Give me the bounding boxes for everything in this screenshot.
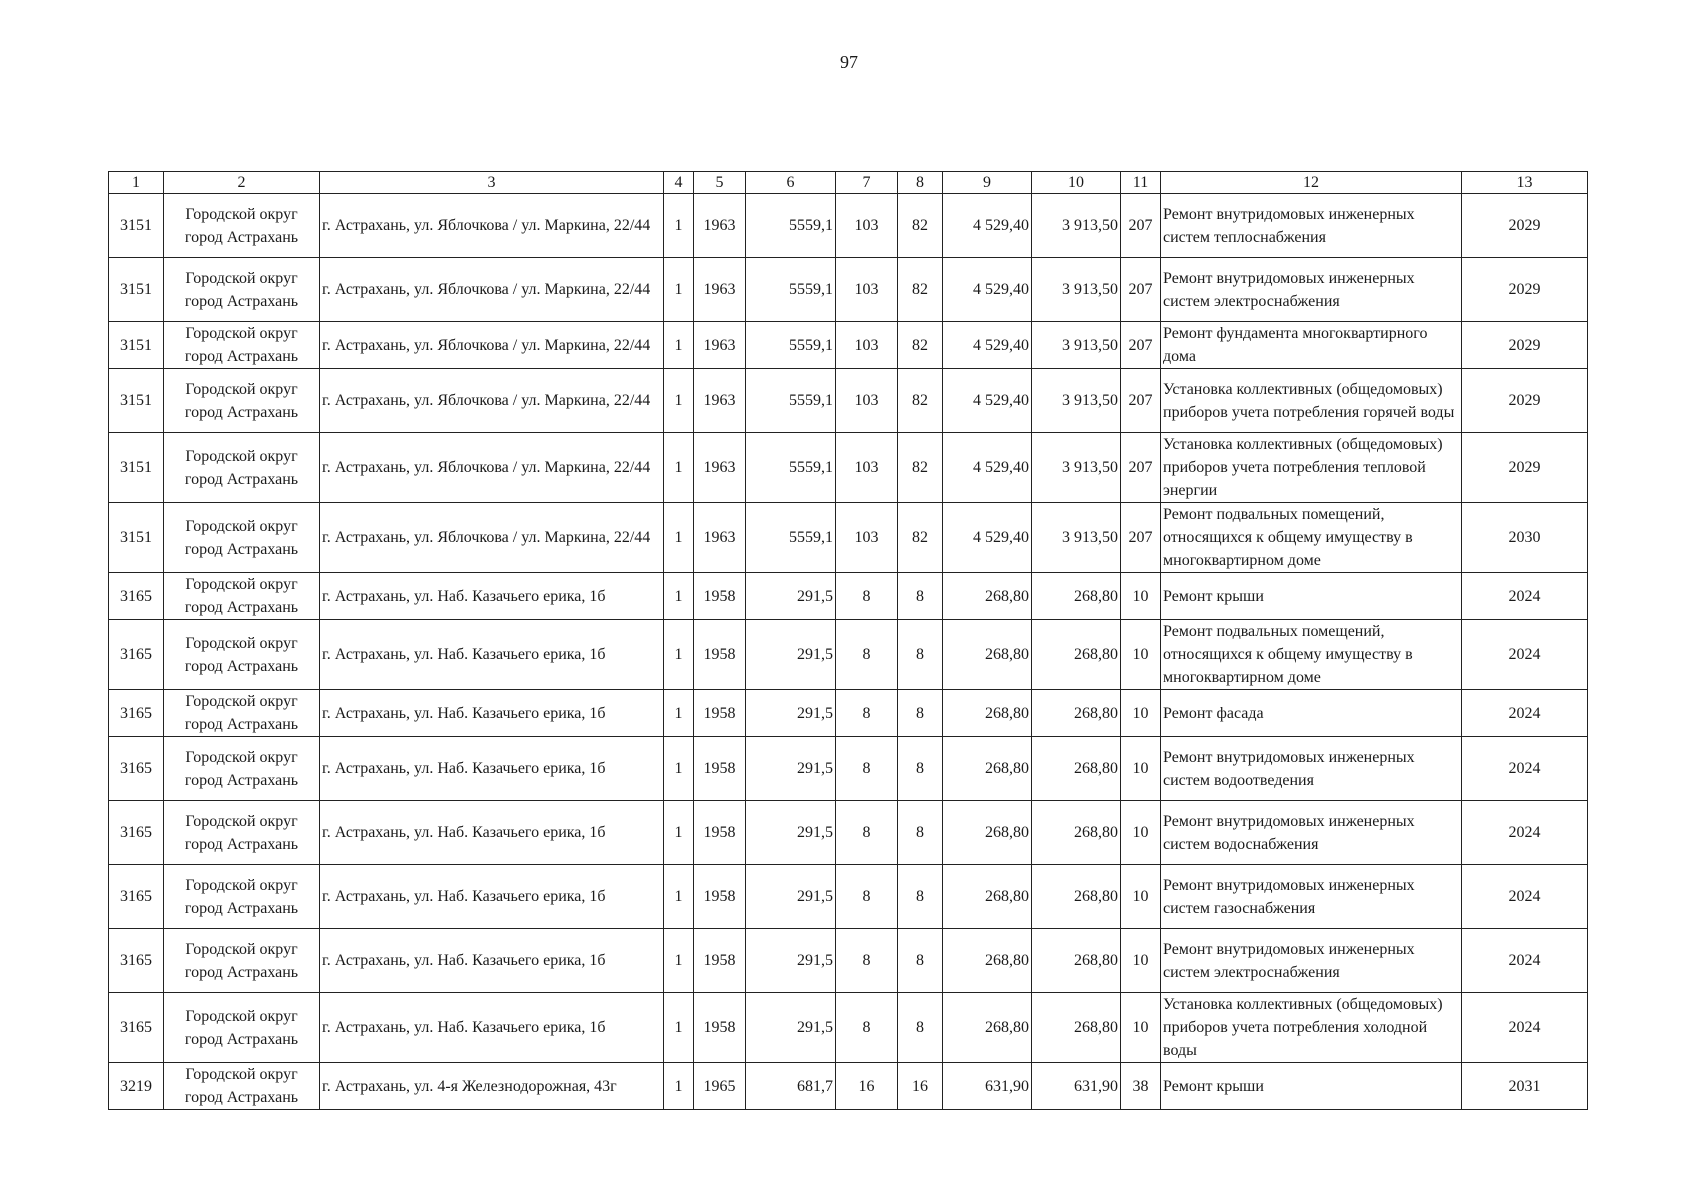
cell-col-7-cell: 8 [836, 620, 898, 690]
cell-col-11-cell: 38 [1121, 1063, 1161, 1110]
record-id-cell: 3165 [109, 690, 164, 737]
cell-col-10-cell: 268,80 [1032, 929, 1121, 993]
cell-col-7-cell: 8 [836, 993, 898, 1063]
cell-col-9-cell: 268,80 [943, 993, 1032, 1063]
cell-col-8-cell: 8 [898, 573, 943, 620]
table-row [109, 322, 1588, 369]
cell-col-11-cell: 207 [1121, 503, 1161, 573]
cell-col-4-cell: 1 [664, 322, 694, 369]
cell-col-4-cell: 1 [664, 503, 694, 573]
cell-col-10-cell: 3 913,50 [1032, 369, 1121, 433]
cell-col-11-cell: 10 [1121, 573, 1161, 620]
planned-year-cell: 2024 [1462, 690, 1588, 737]
year-built-cell: 1963 [694, 194, 746, 258]
cell-col-9-cell: 268,80 [943, 865, 1032, 929]
total-area-cell: 291,5 [746, 620, 836, 690]
cell-col-10-cell: 3 913,50 [1032, 194, 1121, 258]
planned-year-cell: 2029 [1462, 369, 1588, 433]
cell-col-7-cell: 8 [836, 865, 898, 929]
table-row [109, 258, 1588, 322]
cell-col-9-cell: 268,80 [943, 690, 1032, 737]
table-row [109, 503, 1588, 573]
cell-col-4-cell: 1 [664, 929, 694, 993]
year-built-cell: 1958 [694, 690, 746, 737]
municipality-cell: Городской округ город Астрахань [164, 620, 320, 690]
total-area-cell: 291,5 [746, 737, 836, 801]
column-header: 12 [1161, 172, 1462, 194]
cell-col-4-cell: 1 [664, 620, 694, 690]
cell-col-7-cell: 8 [836, 801, 898, 865]
cell-col-7-cell: 103 [836, 322, 898, 369]
cell-col-4-cell: 1 [664, 690, 694, 737]
cell-col-8-cell: 8 [898, 801, 943, 865]
cell-col-11-cell: 207 [1121, 258, 1161, 322]
cell-col-8-cell: 82 [898, 503, 943, 573]
year-built-cell: 1963 [694, 369, 746, 433]
cell-col-11-cell: 10 [1121, 620, 1161, 690]
address-cell: г. Астрахань, ул. Яблочкова / ул. Маркина, 22/44 [320, 369, 664, 433]
cell-col-7-cell: 103 [836, 369, 898, 433]
work-type-cell: Ремонт фасада [1161, 690, 1462, 737]
cell-col-8-cell: 82 [898, 433, 943, 503]
year-built-cell: 1958 [694, 573, 746, 620]
municipality-cell: Городской округ город Астрахань [164, 737, 320, 801]
year-built-cell: 1963 [694, 503, 746, 573]
year-built-cell: 1958 [694, 929, 746, 993]
cell-col-11-cell: 207 [1121, 369, 1161, 433]
record-id-cell: 3165 [109, 737, 164, 801]
cell-col-4-cell: 1 [664, 865, 694, 929]
municipality-cell: Городской округ город Астрахань [164, 369, 320, 433]
municipality-cell: Городской округ город Астрахань [164, 194, 320, 258]
cell-col-4-cell: 1 [664, 737, 694, 801]
cell-col-11-cell: 10 [1121, 801, 1161, 865]
planned-year-cell: 2024 [1462, 620, 1588, 690]
total-area-cell: 5559,1 [746, 503, 836, 573]
municipality-cell: Городской округ город Астрахань [164, 929, 320, 993]
cell-col-4-cell: 1 [664, 369, 694, 433]
year-built-cell: 1963 [694, 258, 746, 322]
cell-col-7-cell: 16 [836, 1063, 898, 1110]
cell-col-7-cell: 103 [836, 258, 898, 322]
planned-year-cell: 2024 [1462, 737, 1588, 801]
planned-year-cell: 2024 [1462, 801, 1588, 865]
municipality-cell: Городской округ город Астрахань [164, 322, 320, 369]
work-type-cell: Установка коллективных (общедомовых) приборов учета потребления холодной воды [1161, 993, 1462, 1063]
address-cell: г. Астрахань, ул. Наб. Казачьего ерика, 1б [320, 801, 664, 865]
cell-col-7-cell: 8 [836, 690, 898, 737]
cell-col-9-cell: 4 529,40 [943, 433, 1032, 503]
municipality-cell: Городской округ город Астрахань [164, 1063, 320, 1110]
cell-col-9-cell: 268,80 [943, 573, 1032, 620]
table-row [109, 620, 1588, 690]
cell-col-11-cell: 10 [1121, 865, 1161, 929]
cell-col-8-cell: 82 [898, 369, 943, 433]
table-row [109, 993, 1588, 1063]
column-header: 1 [109, 172, 164, 194]
cell-col-9-cell: 4 529,40 [943, 503, 1032, 573]
cell-col-11-cell: 10 [1121, 993, 1161, 1063]
column-header: 11 [1121, 172, 1161, 194]
table-row [109, 737, 1588, 801]
cell-col-7-cell: 103 [836, 433, 898, 503]
cell-col-8-cell: 82 [898, 258, 943, 322]
cell-col-10-cell: 3 913,50 [1032, 433, 1121, 503]
record-id-cell: 3151 [109, 503, 164, 573]
cell-col-10-cell: 268,80 [1032, 737, 1121, 801]
total-area-cell: 291,5 [746, 865, 836, 929]
address-cell: г. Астрахань, ул. Наб. Казачьего ерика, 1б [320, 865, 664, 929]
cell-col-10-cell: 268,80 [1032, 865, 1121, 929]
address-cell: г. Астрахань, ул. Наб. Казачьего ерика, 1б [320, 620, 664, 690]
cell-col-11-cell: 10 [1121, 929, 1161, 993]
table-row [109, 369, 1588, 433]
work-type-cell: Установка коллективных (общедомовых) приборов учета потребления горячей воды [1161, 369, 1462, 433]
cell-col-10-cell: 3 913,50 [1032, 322, 1121, 369]
cell-col-11-cell: 207 [1121, 433, 1161, 503]
total-area-cell: 291,5 [746, 929, 836, 993]
table-body [109, 194, 1588, 1110]
planned-year-cell: 2029 [1462, 433, 1588, 503]
year-built-cell: 1958 [694, 737, 746, 801]
cell-col-9-cell: 4 529,40 [943, 322, 1032, 369]
cell-col-10-cell: 3 913,50 [1032, 258, 1121, 322]
total-area-cell: 291,5 [746, 993, 836, 1063]
record-id-cell: 3165 [109, 993, 164, 1063]
work-type-cell: Ремонт подвальных помещений, относящихся к общему имуществу в многоквартирном доме [1161, 620, 1462, 690]
record-id-cell: 3151 [109, 194, 164, 258]
address-cell: г. Астрахань, ул. Наб. Казачьего ерика, 1б [320, 737, 664, 801]
total-area-cell: 5559,1 [746, 322, 836, 369]
cell-col-4-cell: 1 [664, 801, 694, 865]
total-area-cell: 681,7 [746, 1063, 836, 1110]
total-area-cell: 5559,1 [746, 194, 836, 258]
cell-col-11-cell: 207 [1121, 322, 1161, 369]
record-id-cell: 3151 [109, 369, 164, 433]
municipality-cell: Городской округ город Астрахань [164, 865, 320, 929]
planned-year-cell: 2029 [1462, 258, 1588, 322]
work-type-cell: Ремонт крыши [1161, 573, 1462, 620]
work-type-cell: Ремонт подвальных помещений, относящихся к общему имуществу в многоквартирном доме [1161, 503, 1462, 573]
planned-year-cell: 2024 [1462, 993, 1588, 1063]
municipality-cell: Городской округ город Астрахань [164, 503, 320, 573]
municipality-cell: Городской округ город Астрахань [164, 690, 320, 737]
record-id-cell: 3151 [109, 322, 164, 369]
total-area-cell: 291,5 [746, 690, 836, 737]
planned-year-cell: 2024 [1462, 573, 1588, 620]
cell-col-9-cell: 268,80 [943, 737, 1032, 801]
planned-year-cell: 2031 [1462, 1063, 1588, 1110]
year-built-cell: 1958 [694, 993, 746, 1063]
year-built-cell: 1958 [694, 865, 746, 929]
cell-col-10-cell: 631,90 [1032, 1063, 1121, 1110]
cell-col-8-cell: 8 [898, 737, 943, 801]
cell-col-8-cell: 16 [898, 1063, 943, 1110]
work-type-cell: Установка коллективных (общедомовых) приборов учета потребления тепловой энергии [1161, 433, 1462, 503]
cell-col-4-cell: 1 [664, 433, 694, 503]
cell-col-9-cell: 268,80 [943, 620, 1032, 690]
address-cell: г. Астрахань, ул. Наб. Казачьего ерика, 1б [320, 993, 664, 1063]
record-id-cell: 3165 [109, 865, 164, 929]
cell-col-9-cell: 4 529,40 [943, 258, 1032, 322]
cell-col-10-cell: 268,80 [1032, 620, 1121, 690]
column-header: 8 [898, 172, 943, 194]
cell-col-10-cell: 268,80 [1032, 993, 1121, 1063]
year-built-cell: 1963 [694, 433, 746, 503]
column-header: 6 [746, 172, 836, 194]
cell-col-8-cell: 8 [898, 620, 943, 690]
municipality-cell: Городской округ город Астрахань [164, 993, 320, 1063]
cell-col-10-cell: 3 913,50 [1032, 503, 1121, 573]
cell-col-10-cell: 268,80 [1032, 573, 1121, 620]
planned-year-cell: 2029 [1462, 322, 1588, 369]
capital-repair-table [108, 171, 1588, 1110]
column-header: 9 [943, 172, 1032, 194]
address-cell: г. Астрахань, ул. Наб. Казачьего ерика, 1б [320, 573, 664, 620]
record-id-cell: 3165 [109, 620, 164, 690]
address-cell: г. Астрахань, ул. Яблочкова / ул. Маркина, 22/44 [320, 433, 664, 503]
cell-col-8-cell: 8 [898, 865, 943, 929]
address-cell: г. Астрахань, ул. Наб. Казачьего ерика, 1б [320, 929, 664, 993]
column-number-row [109, 172, 1588, 194]
municipality-cell: Городской округ город Астрахань [164, 573, 320, 620]
planned-year-cell: 2029 [1462, 194, 1588, 258]
work-type-cell: Ремонт внутридомовых инженерных систем газоснабжения [1161, 865, 1462, 929]
cell-col-10-cell: 268,80 [1032, 690, 1121, 737]
total-area-cell: 5559,1 [746, 433, 836, 503]
year-built-cell: 1965 [694, 1063, 746, 1110]
column-header: 3 [320, 172, 664, 194]
record-id-cell: 3151 [109, 258, 164, 322]
table-row [109, 1063, 1588, 1110]
cell-col-8-cell: 8 [898, 690, 943, 737]
table-row [109, 801, 1588, 865]
address-cell: г. Астрахань, ул. Яблочкова / ул. Маркина, 22/44 [320, 322, 664, 369]
municipality-cell: Городской округ город Астрахань [164, 258, 320, 322]
cell-col-7-cell: 103 [836, 503, 898, 573]
table-row [109, 929, 1588, 993]
cell-col-9-cell: 268,80 [943, 929, 1032, 993]
total-area-cell: 5559,1 [746, 369, 836, 433]
cell-col-7-cell: 103 [836, 194, 898, 258]
cell-col-4-cell: 1 [664, 258, 694, 322]
address-cell: г. Астрахань, ул. Яблочкова / ул. Маркина, 22/44 [320, 194, 664, 258]
table-row [109, 433, 1588, 503]
total-area-cell: 291,5 [746, 801, 836, 865]
cell-col-9-cell: 4 529,40 [943, 194, 1032, 258]
table-row [109, 573, 1588, 620]
cell-col-8-cell: 8 [898, 929, 943, 993]
total-area-cell: 291,5 [746, 573, 836, 620]
cell-col-8-cell: 8 [898, 993, 943, 1063]
cell-col-9-cell: 268,80 [943, 801, 1032, 865]
work-type-cell: Ремонт крыши [1161, 1063, 1462, 1110]
record-id-cell: 3165 [109, 801, 164, 865]
work-type-cell: Ремонт внутридомовых инженерных систем водоснабжения [1161, 801, 1462, 865]
municipality-cell: Городской округ город Астрахань [164, 433, 320, 503]
record-id-cell: 3165 [109, 929, 164, 993]
column-header: 4 [664, 172, 694, 194]
cell-col-7-cell: 8 [836, 737, 898, 801]
cell-col-11-cell: 10 [1121, 737, 1161, 801]
address-cell: г. Астрахань, ул. Яблочкова / ул. Маркина, 22/44 [320, 258, 664, 322]
cell-col-8-cell: 82 [898, 194, 943, 258]
table-row [109, 194, 1588, 258]
planned-year-cell: 2024 [1462, 929, 1588, 993]
total-area-cell: 5559,1 [746, 258, 836, 322]
column-header: 10 [1032, 172, 1121, 194]
cell-col-4-cell: 1 [664, 194, 694, 258]
year-built-cell: 1958 [694, 801, 746, 865]
column-header: 5 [694, 172, 746, 194]
planned-year-cell: 2030 [1462, 503, 1588, 573]
cell-col-7-cell: 8 [836, 929, 898, 993]
cell-col-11-cell: 207 [1121, 194, 1161, 258]
cell-col-9-cell: 4 529,40 [943, 369, 1032, 433]
column-header: 7 [836, 172, 898, 194]
work-type-cell: Ремонт внутридомовых инженерных систем теплоснабжения [1161, 194, 1462, 258]
table-row [109, 690, 1588, 737]
address-cell: г. Астрахань, ул. Наб. Казачьего ерика, 1б [320, 690, 664, 737]
planned-year-cell: 2024 [1462, 865, 1588, 929]
cell-col-11-cell: 10 [1121, 690, 1161, 737]
municipality-cell: Городской округ город Астрахань [164, 801, 320, 865]
work-type-cell: Ремонт фундамента многоквартирного дома [1161, 322, 1462, 369]
record-id-cell: 3219 [109, 1063, 164, 1110]
work-type-cell: Ремонт внутридомовых инженерных систем водоотведения [1161, 737, 1462, 801]
address-cell: г. Астрахань, ул. 4-я Железнодорожная, 43г [320, 1063, 664, 1110]
cell-col-4-cell: 1 [664, 1063, 694, 1110]
page-number: 97 [840, 52, 858, 72]
cell-col-7-cell: 8 [836, 573, 898, 620]
cell-col-4-cell: 1 [664, 993, 694, 1063]
column-header: 13 [1462, 172, 1588, 194]
work-type-cell: Ремонт внутридомовых инженерных систем электроснабжения [1161, 258, 1462, 322]
cell-col-10-cell: 268,80 [1032, 801, 1121, 865]
cell-col-8-cell: 82 [898, 322, 943, 369]
cell-col-9-cell: 631,90 [943, 1063, 1032, 1110]
year-built-cell: 1958 [694, 620, 746, 690]
work-type-cell: Ремонт внутридомовых инженерных систем электроснабжения [1161, 929, 1462, 993]
address-cell: г. Астрахань, ул. Яблочкова / ул. Маркина, 22/44 [320, 503, 664, 573]
year-built-cell: 1963 [694, 322, 746, 369]
record-id-cell: 3151 [109, 433, 164, 503]
record-id-cell: 3165 [109, 573, 164, 620]
table-row [109, 865, 1588, 929]
cell-col-4-cell: 1 [664, 573, 694, 620]
column-header: 2 [164, 172, 320, 194]
